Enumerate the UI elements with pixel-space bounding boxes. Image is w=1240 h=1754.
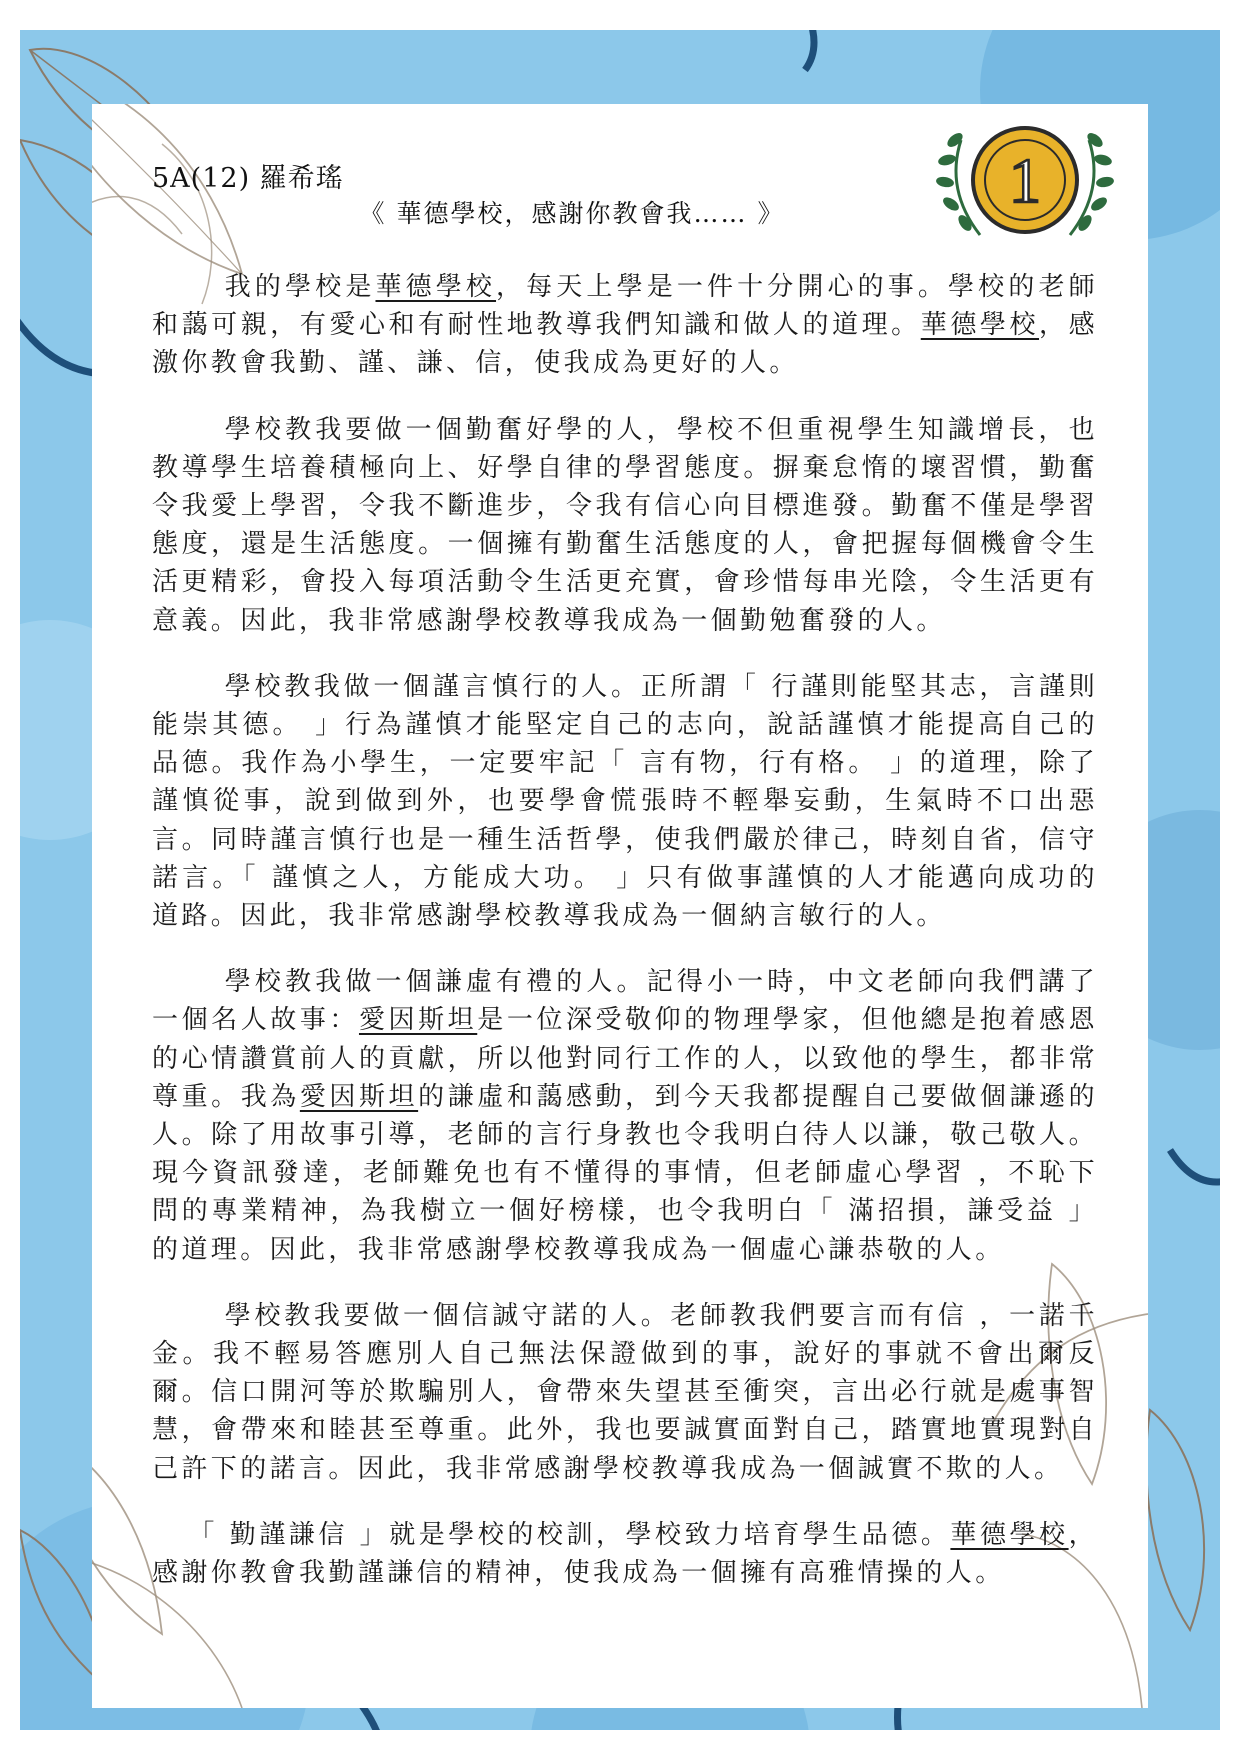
essay-paragraph [152,963,1098,1269]
underlined-proper-noun: 華德學校 [920,310,1040,341]
essay-paragraph [152,411,1098,640]
underlined-proper-noun: 愛因斯坦 [358,1005,478,1036]
author-line: 5A(12) 羅希瑤 [152,163,344,194]
paragraph-text: 學校教我要做一個勤奮好學的人，學校不但重視學生知識增長，也教導學生培養積極向上、好學自律的學習態度。摒棄怠惰的壞習慣，勤奮令我愛上學習，令我不斷進步，令我有信心向目標進發。勤奮不僅是學習態度，還是生活態度。一個擁有勤奮生活態度的人，會把握每個機會令生活更精彩，會投入每項活動令生活更充實，會珍惜每串光陰，令生活更有意義。因此，我非常感謝學校教導我成為一個勤勉奮發的人。 [152,414,1098,636]
underlined-proper-noun: 華德學校 [375,272,497,302]
essay-title: 《 華德學校，感謝你教會我…… 》 [359,199,785,228]
essay-paragraph [152,1297,1098,1488]
paragraph-text: 學校教我做一個謹言慎行的人。正所謂「 行謹則能堅其志，言謹則能崇其德。 」行為謹慎才能堅定自己的志向，說話謹慎才能提高自己的品德。我作為小學生，一定要牢記「 言有物，行有格。 」的道理，除了謹慎從事，說到做到外，也要學會慌張時不輕舉妄動，生氣時不口出惡言。同時謹言慎行也是一種生活哲學，使我們嚴於律己，時刻自省，信守諾言。「 謹慎之人，方能成大功。 」只有做事謹慎的人才能邁向成功的道路。因此，我非常感謝學校教導我成為一個納言敏行的人。 [152,671,1098,932]
medal-number: 1 [1009,145,1041,216]
paragraph-text: 學校教我做一個謙虛有禮的人。記得小一時，中文老師向我們講了一個名人故事： [152,967,1098,1036]
paragraph-text: ，感謝你教會我勤謹謙信的精神，使我成為一個擁有高雅情操的人。 [152,1519,1098,1589]
essay-paragraph [152,668,1098,935]
paragraph-text: 我的學校是 [224,272,376,302]
essay-paragraph [152,1516,1098,1592]
gold-medal-laurel-icon [925,110,1125,260]
underlined-proper-noun: 愛因斯坦 [299,1081,419,1112]
essay-paragraph [152,268,1098,383]
paragraph-text: 學校教我要做一個信誠守諾的人。老師教我們要言而有信 ，一諾千金。我不輕易答應別人自己無法保證做到的事，說好的事就不會出爾反爾。信口開河等於欺騙別人，會帶來失望甚至衝突，言出必行就是處事智慧，會帶來和睦甚至尊重。此外，我也要誠實面對自己，踏實地實現對自己許下的諾言。因此，我非常感謝學校教導我成為一個誠實不欺的人。 [152,1300,1098,1484]
paragraph-text: 的謙虛和藹感動，到今天我都提醒自己要做個謙遜的人。除了用故事引導，老師的言行身教也令我明白待人以謙，敬己敬人。現今資訊發達，老師難免也有不懂得的事情，但老師虛心學習 ，不恥下問的專業精神，為我樹立一個好榜樣，也令我明白「 滿招損，謙受益 」的道理。因此，我非常感謝學校教導我成為一個虛心謙恭敬的人。 [152,1081,1098,1265]
paragraph-text: 「 勤謹謙信 」就是學校的校訓，學校致力培育學生品德。 [188,1519,951,1550]
underlined-proper-noun: 華德學校 [950,1519,1069,1550]
essay-body [152,268,1098,1620]
paragraph-text: 是一位深受敬仰的物理學家，但他總是抱着感恩的心情讚賞前人的貢獻，所以他對同行工作的人，以致他的學生，都非常尊重。我為 [152,1005,1098,1112]
paragraph-text: ，每天上學是一件十分開心的事。學校的老師和藹可親，有愛心和有耐性地教導我們知識和做人的道理。 [152,272,1098,341]
paragraph-text: ，感激你教會我勤、謹、謙、信，使我成為更好的人。 [152,310,1098,379]
